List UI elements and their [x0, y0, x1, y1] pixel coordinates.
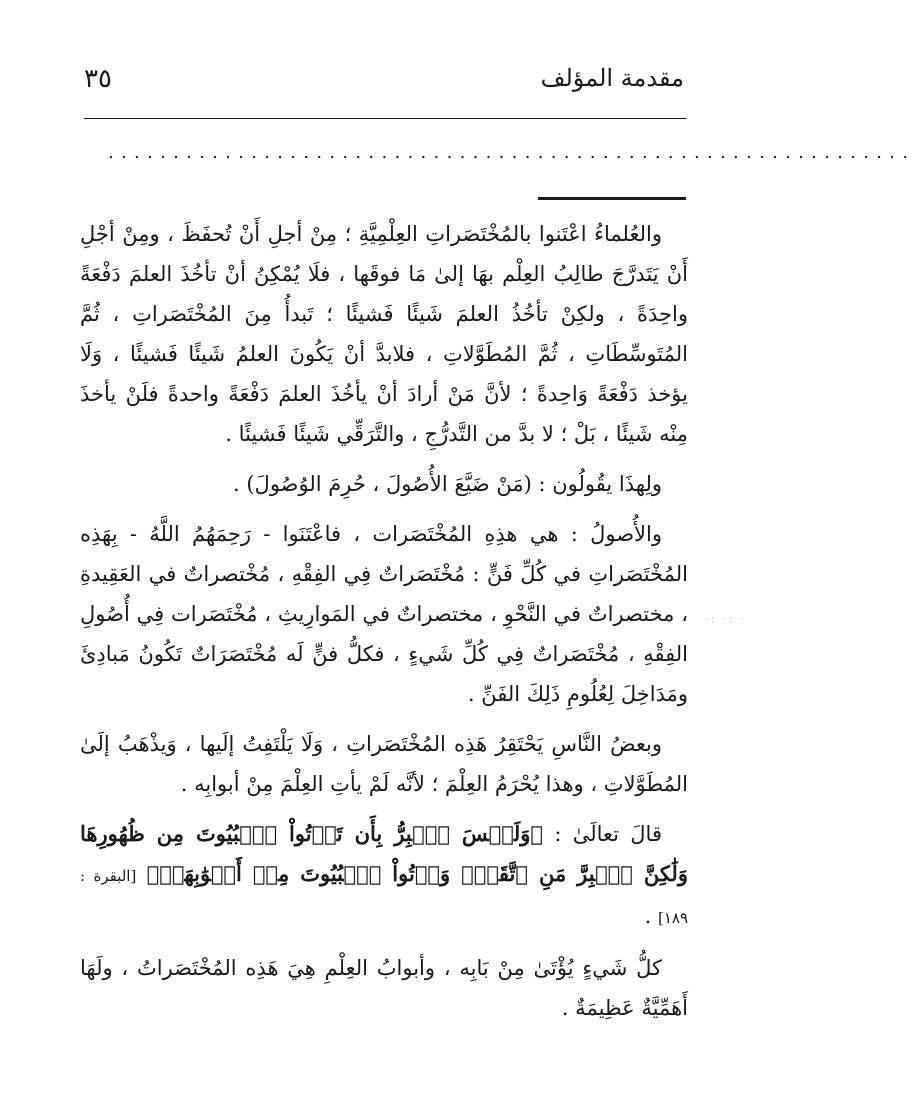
paragraph-abridgements: والعُلماءُ اعْتَنوا بالمُخْتَصَراتِ العِلْمِيَّةِ ؛ مِنْ أجلِ أَنْ تُحفَظَ ، ومِنْ أجْلِ أَنْ يَتَدرَّجَ طالِبُ العِلْم بهَا إلىٰ مَا فوقَها ، فلَا يُمْكِنُ أنْ تأخُذَ العلمَ دَفْعَةً واحِدَةً ، ولكِنْ تأخُذُ العلمَ شَيئًا فَشيئًا ؛ تَبدأُ مِنَ المُخْتَصَراتِ ، ثُمَّ المُتَوسِّطَاتِ ، ثُمَّ المُطَوَّلاتِ ، فلابدَّ أنْ يَكُونَ العلمُ شَيئًا فَشيئًا ، وَلَا يؤخذ دَفْعَةً وَاحِدةً ؛ لأنَّ مَنْ أرادَ أنْ يأخُذَ العلمَ دَفْعَةً واحدةً فلَنْ يأخذَ مِنْه شَيئًا ، بَلْ ؛ لا بدَّ من التَّدرُّجِ ، والتَّرَقِّي شَيئًا فَشيئًا .	[80, 222, 688, 446]
paragraph-some-people: وبعضُ النَّاسِ يَحْتَقِرُ هَذِه المُخْتَصَراتِ ، وَلَا يَلْتَفِتُ إلَيها ، وَيذْهَبُ إلَىٰ المُطَوَّلاتِ ، وهذا يُحْرَمُ العِلْمَ ؛ لأنَّه لَمْ يأتِ العِلْمَ مِنْ أبوابِه .	[80, 732, 688, 796]
page-body	[80, 214, 688, 1038]
margin-mark: ·: ·: ·	[705, 612, 747, 626]
verse-intro: قالَ تعالَىٰ :	[543, 822, 662, 846]
paragraph-fundamentals: والأُصولُ : هي هذِهِ المُخْتَصَرات ، فاعْتَنَوا - رَحِمَهُمُ اللَّهُ - بِهَذِه المُخْتَصَراتِ في كُلِّ فَنٍّ : مُخْتَصَراتٌ فِي الفِقْهِ ، مُخْتصراتٌ في العَقِيدةِ ، مختصراتٌ في النَّحْوِ ، مختصراتٌ في المَوارِيثِ ، مُخْتَصَرات فِي أُصُولِ الفِقْهِ ، مُخْتَصَراتٌ فِي كُلِّ شَيءٍ ، فكلُّ فنٍّ لَه مُخْتَصَرَاتٌ تَكُونُ مَبادِئَ ومَدَاخِلَ لِعُلُومِ ذَلِكَ الفَنِّ .	[80, 522, 688, 706]
page-header	[84, 58, 684, 108]
verse-end: .	[644, 904, 658, 928]
page-number: ٣٥	[84, 64, 112, 94]
paragraph-closing: كلُّ شَيءٍ يُؤْتَىٰ مِنْ بَابِه ، وأبوابُ العِلْمِ هِيَ هَذِه المُخْتَصَراتُ ، ولَهَا أَهَمِّيَّةٌ عَظِيمَةٌ .	[80, 956, 688, 1020]
dotted-separator: ..............................................................	[108, 142, 915, 163]
quran-verse: ﴿وَلَيۡسَ ٱلۡبِرُّ بِأَن تَأۡتُواْ ٱلۡبُيُوتَ مِن ظُهُورِهَا وَلَٰكِنَّ ٱلۡبِرَّ مَنِ ٱتَّقَىٰۗ وَأۡتُواْ ٱلۡبُيُوتَ مِنۡ أَبۡوَٰبِهَاۚ﴾	[80, 821, 688, 886]
paragraph-verse	[80, 814, 688, 938]
section-rule	[538, 197, 686, 200]
chapter-title: مقدمة المؤلف	[540, 64, 684, 92]
paragraph-saying: ولِهذَا يقُولُون : (مَنْ ضَيَّعَ الأُصُولَ ، حُرِمَ الوُصُولَ) .	[233, 472, 662, 496]
header-rule	[84, 118, 686, 119]
verse-reference: [البقرة : ١٨٩]	[80, 867, 688, 927]
